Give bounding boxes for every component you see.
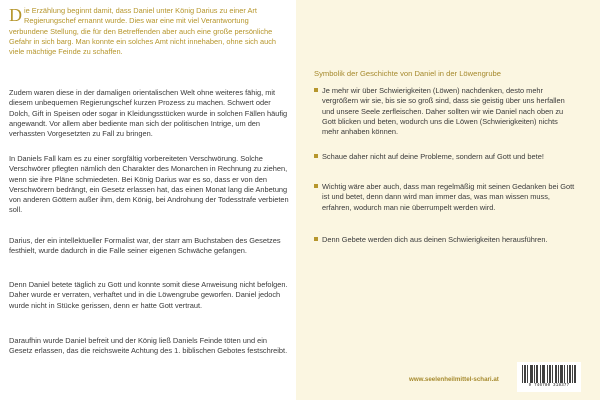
section-title: Symbolik der Geschichte von Daniel in der Löwengrube [314, 69, 501, 78]
bullet-text: Schaue daher nicht auf deine Probleme, sondern auf Gott und bete! [322, 152, 544, 161]
barcode [517, 362, 581, 392]
square-bullet-icon [314, 184, 318, 188]
bullet-text: Je mehr wir über Schwierigkeiten (Löwen) nachdenken, desto mehr vergrößern wir sie, bis sie so groß sind, dass sie geistig über uns herfallen und unsere Seele zerfleischen. Daher sollten wir wie Daniel nach oben zu Gott blicken und beten, wodurch uns die Löwen (Schwierigkeiten) nichts mehr anhaben können. [322, 86, 565, 137]
drop-cap: D [9, 5, 22, 25]
bullet-text: Denn Gebete werden dich aus deinen Schwierigkeiten herausführen. [322, 235, 548, 244]
bullet-text: Wichtig wäre aber auch, dass man regelmäßig mit seinen Gedanken bei Gott ist und betet, denn dann wird man immer das, was man wissen muss, erfahren, wodurch man nie überrumpelt werden wird. [322, 182, 575, 212]
body-paragraph: Darius, der ein intellektueller Formalist war, der starr am Buchstaben des Gesetzes festhielt, wurde dadurch in die Falle seiner eigenen Schwäche gefangen. [9, 236, 281, 256]
intro-text: ie Erzählung beginnt damit, dass Daniel unter König Darius zu einer Art Regierungschef ernannt wurde. Dies war eine mit viel Verantwortung verbundene Stellung, die für den Betreffenden aber auch eine große persönliche Gefahr in sich barg. Man konnte ein solches Amt nicht innehaben, ohne sich auch viele mächtige Feinde zu schaffen. [9, 6, 277, 57]
square-bullet-icon [314, 154, 318, 158]
body-paragraph: Denn Daniel betete täglich zu Gott und konnte somit diese Anweisung nicht befolgen. Daher wurde er verraten, verhaftet und in die Löwengrube geworfen. Daniel jedoch wurde nicht in Stücke gerissen, denn er hatte Gott vertraut. [9, 280, 288, 310]
bullet-item [314, 235, 576, 245]
body-paragraph: In Daniels Fall kam es zu einer sorgfältig vorbereiteten Verschwörung. Solche Verschwörer pflegten nämlich den Charakter des Monarchen in Rechnung zu ziehen, wenn sie ihre Pläne schmiedeten. Bei König Darius war es so, dass er von den Verschwörern bedrängt, ein Gesetz erlassen hat, das einen Monat lang die Anbetung von anderen Göttern außer ihm, dem König, bei Androhung der Todesstrafe verbieten soll. [9, 154, 289, 215]
left-page [0, 0, 296, 400]
body-paragraph: Daraufhin wurde Daniel befreit und der König ließ Daniels Feinde töten und ein Gesetz erlassen, das die reichsweite Achtung des 1. biblischen Gebotes festschreibt. [9, 336, 288, 356]
barcode-bars [522, 365, 576, 383]
square-bullet-icon [314, 88, 318, 92]
barcode-number: 9 746780 318377 [528, 384, 570, 388]
square-bullet-icon [314, 237, 318, 241]
body-paragraph: Zudem waren diese in der damaligen orientalischen Welt ohne weiteres fähig, mit diesem unbequemen Regierungschef kurzen Prozess zu machen. Schwert oder Dolch, Gift in Speisen oder sogar in Kleidungsstücken wurde in solchen Fällen häufig angewandt. Vor allem aber bediente man sich der politischen Intrige, um den verhassten Vorgesetzten zu Fall zu bringen. [9, 88, 288, 139]
right-page [296, 0, 600, 400]
intro-paragraph [9, 6, 289, 57]
website-link[interactable]: www.seelenheilmittel-schari.at [409, 376, 499, 383]
bullet-item [314, 182, 576, 213]
bullet-item [314, 152, 576, 162]
bullet-item [314, 86, 576, 137]
